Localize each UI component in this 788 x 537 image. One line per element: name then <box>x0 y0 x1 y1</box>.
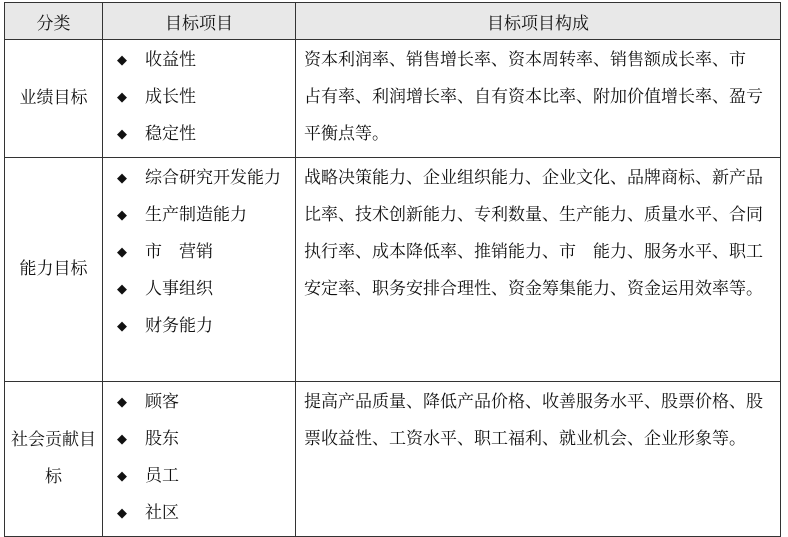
header-target-items: 目标项目 <box>103 3 296 40</box>
header-target-composition: 目标项目构成 <box>296 3 781 40</box>
objectives-table <box>4 2 781 537</box>
item-label: 成长性 <box>145 87 196 107</box>
items-cell <box>103 382 296 537</box>
diamond-bullet-icon: ◆ <box>117 53 127 68</box>
table-row <box>5 382 781 537</box>
diamond-bullet-icon: ◆ <box>117 469 127 484</box>
list-item <box>117 271 289 308</box>
list-item <box>117 79 289 116</box>
list-item <box>117 384 289 421</box>
category-cell: 能力目标 <box>5 158 103 382</box>
item-label: 股东 <box>145 429 179 449</box>
item-label: 市 营销 <box>145 242 213 262</box>
diamond-bullet-icon: ◆ <box>117 127 127 142</box>
item-label: 人事组织 <box>145 279 213 299</box>
diamond-bullet-icon: ◆ <box>117 171 127 186</box>
description-cell: 提高产品质量、降低产品价格、收善服务水平、股票价格、股票收益性、工资水平、职工福利、就业机会、企业形象等。 <box>296 382 781 537</box>
item-label: 财务能力 <box>145 316 213 336</box>
table-row <box>5 158 781 382</box>
items-cell <box>103 40 296 158</box>
item-label: 生产制造能力 <box>145 205 247 225</box>
diamond-bullet-icon: ◆ <box>117 319 127 334</box>
header-category: 分类 <box>5 3 103 40</box>
diamond-bullet-icon: ◆ <box>117 506 127 521</box>
item-label: 稳定性 <box>145 124 196 144</box>
list-item <box>117 495 289 532</box>
diamond-bullet-icon: ◆ <box>117 90 127 105</box>
list-item <box>117 234 289 271</box>
table-row <box>5 40 781 158</box>
item-label: 社区 <box>145 503 179 523</box>
list-item <box>117 197 289 234</box>
items-cell <box>103 158 296 382</box>
item-label: 员工 <box>145 466 179 486</box>
category-cell: 社会贡献目标 <box>5 382 103 537</box>
header-row <box>5 3 781 40</box>
diamond-bullet-icon: ◆ <box>117 395 127 410</box>
category-cell: 业绩目标 <box>5 40 103 158</box>
description-cell: 战略决策能力、企业组织能力、企业文化、品牌商标、新产品比率、技术创新能力、专利数量、生产能力、质量水平、合同执行率、成本降低率、推销能力、市 能力、服务水平、职工安定率、职务安排合理性、资金筹集能力、资金运用效率等。 <box>296 158 781 382</box>
item-label: 顾客 <box>145 392 179 412</box>
list-item <box>117 421 289 458</box>
diamond-bullet-icon: ◆ <box>117 245 127 260</box>
diamond-bullet-icon: ◆ <box>117 208 127 223</box>
diamond-bullet-icon: ◆ <box>117 432 127 447</box>
diamond-bullet-icon: ◆ <box>117 282 127 297</box>
list-item <box>117 42 289 79</box>
list-item <box>117 160 289 197</box>
list-item <box>117 116 289 153</box>
description-cell: 资本利润率、销售增长率、资本周转率、销售额成长率、市 占有率、利润增长率、自有资本比率、附加价值增长率、盈亏平衡点等。 <box>296 40 781 158</box>
list-item <box>117 458 289 495</box>
item-label: 综合研究开发能力 <box>145 168 281 188</box>
item-label: 收益性 <box>145 50 196 70</box>
list-item <box>117 308 289 345</box>
